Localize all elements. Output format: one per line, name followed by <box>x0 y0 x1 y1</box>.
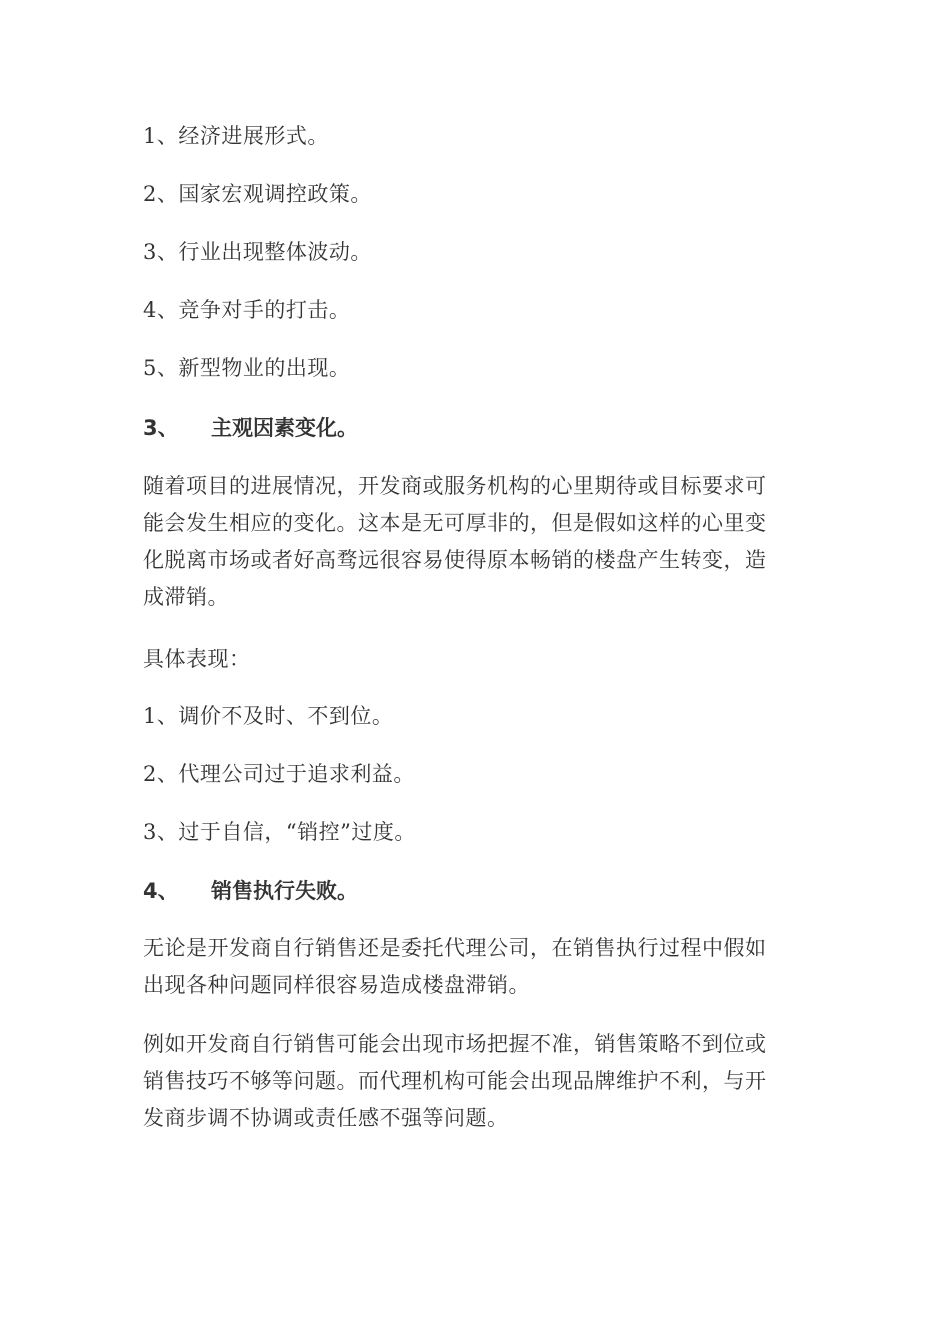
paragraph <box>143 930 803 1004</box>
list-item: 3、过于自信，“销控”过度。 <box>143 820 416 844</box>
list-item: 4、竞争对手的打击。 <box>143 298 351 322</box>
list-item: 1、调价不及时、不到位。 <box>143 704 394 728</box>
paragraph-line: 发商步调不协调或责任感不强等问题。 <box>143 1106 509 1130</box>
section-number: 3、 <box>143 416 179 440</box>
section-heading <box>143 410 358 447</box>
paragraph <box>143 468 803 616</box>
paragraph-line: 出现各种问题同样很容易造成楼盘滞销。 <box>143 973 530 997</box>
detail-label: 具体表现： <box>143 647 251 671</box>
paragraph-line: 化脱离市场或者好高骛远很容易使得原本畅销的楼盘产生转变，造 <box>143 548 767 572</box>
paragraph-line: 成滞销。 <box>143 585 229 609</box>
section-title: 主观因素变化。 <box>211 416 358 440</box>
paragraph <box>143 1026 803 1137</box>
paragraph-line: 无论是开发商自行销售还是委托代理公司，在销售执行过程中假如 <box>143 936 767 960</box>
section-heading <box>143 873 358 910</box>
list-item: 2、代理公司过于追求利益。 <box>143 762 415 786</box>
section-title: 销售执行失败。 <box>211 879 358 903</box>
section-number: 4、 <box>143 879 179 903</box>
list-item: 5、新型物业的出现。 <box>143 356 351 380</box>
paragraph-line: 例如开发商自行销售可能会出现市场把握不准，销售策略不到位或 <box>143 1032 767 1056</box>
list-item: 3、行业出现整体波动。 <box>143 240 372 264</box>
paragraph-line: 销售技巧不够等问题。而代理机构可能会出现品牌维护不利，与开 <box>143 1069 767 1093</box>
list-item: 2、国家宏观调控政策。 <box>143 182 372 206</box>
list-item: 1、经济进展形式。 <box>143 124 329 148</box>
paragraph-line: 能会发生相应的变化。这本是无可厚非的，但是假如这样的心里变 <box>143 511 767 535</box>
paragraph-line: 随着项目的进展情况，开发商或服务机构的心里期待或目标要求可 <box>143 474 767 498</box>
